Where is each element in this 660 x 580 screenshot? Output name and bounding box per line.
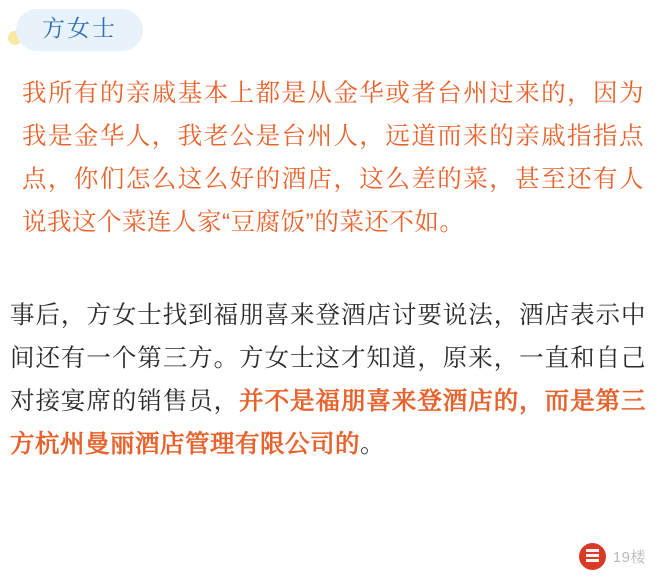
watermark-label: 19楼: [612, 549, 646, 566]
19lou-logo-icon: [579, 543, 606, 570]
speaker-tag: [0, 6, 143, 54]
narration-text-part2: 。: [360, 431, 385, 458]
quote-paragraph: 我所有的亲戚基本上都是从金华或者台州过来的，因为我是金华人，我老公是台州人，远道而来的亲戚指指点点，你们怎么这么好的酒店，这么差的菜，甚至还有人说我这个菜连人家“豆腐饭”的菜还不如。: [22, 80, 644, 236]
narration-paragraph: [0, 294, 660, 466]
speaker-name: 方女士: [16, 9, 143, 50]
article-body: [0, 72, 660, 466]
narration-text-part1: 事后，方女士找到福朋喜来登酒店讨要说法，酒店表示中间还有一个第三方。方女士这才知道，原来，一直和自己对接宴席的销售员，: [10, 302, 646, 415]
narration-highlight: 并不是福朋喜来登酒店的，而是第三方杭州曼丽酒店管理有限公司的: [10, 388, 646, 458]
watermark: [579, 543, 646, 570]
